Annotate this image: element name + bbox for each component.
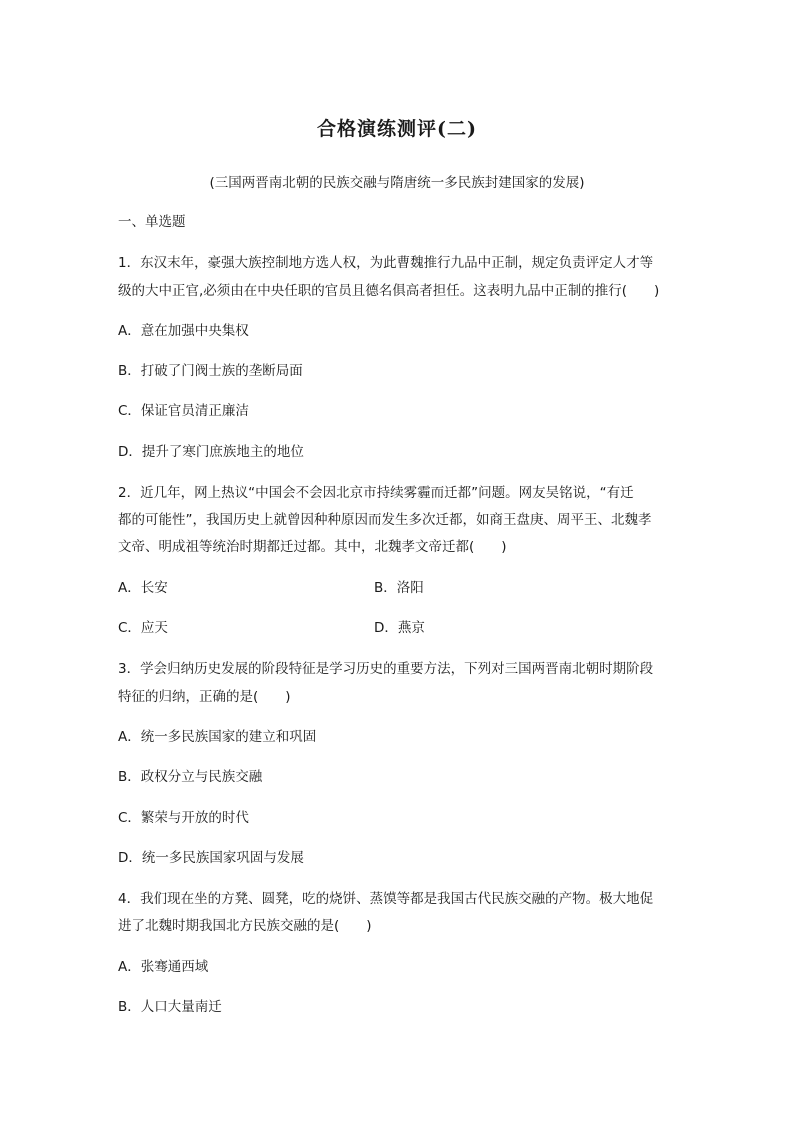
question-1-stem-line-1: 1．东汉末年，豪强大族控制地方选人权，为此曹魏推行九品中正制，规定负责评定人才等	[118, 255, 654, 271]
section-heading: 一、单选题	[118, 214, 186, 230]
question-1-stem-line-2: 级的大中正官,必须由在中央任职的官员且德名俱高者担任。这表明九品中正制的推行( )	[118, 283, 660, 299]
question-3-option-a: A．统一多民族国家的建立和巩固	[118, 729, 317, 745]
question-2-option-b: B．洛阳	[374, 580, 424, 596]
question-1-option-c: C．保证官员清正廉洁	[118, 403, 249, 419]
question-3-option-c: C．繁荣与开放的时代	[118, 810, 249, 826]
question-4-option-b: B．人口大量南迁	[118, 999, 222, 1015]
question-4-stem-line-1: 4．我们现在坐的方凳、圆凳，吃的烧饼、蒸馍等都是我国古代民族交融的产物。极大地促	[118, 891, 654, 907]
question-1-option-a: A．意在加强中央集权	[118, 323, 249, 339]
question-3-stem-line-2: 特征的归纳，正确的是( )	[118, 689, 291, 705]
question-2-option-d: D．燕京	[374, 620, 425, 636]
page-title: 合格演练测评(二)	[317, 118, 477, 140]
question-2-stem-line-1: 2．近几年，网上热议“中国会不会因北京市持续雾霾而迁都”问题。网友吴铭说，“有迁	[118, 485, 634, 501]
question-2-stem-line-3: 文帝、明成祖等统治时期都迁过都。其中，北魏孝文帝迁都( )	[118, 539, 507, 555]
question-3-option-d: D．统一多民族国家巩固与发展	[118, 850, 304, 866]
question-3-option-b: B．政权分立与民族交融	[118, 769, 263, 785]
question-2-stem-line-2: 都的可能性”，我国历史上就曾因种种原因而发生多次迁都，如商王盘庚、周平王、北魏孝	[118, 512, 652, 528]
question-2-option-c: C．应天	[118, 620, 168, 636]
question-1-option-d: D．提升了寒门庶族地主的地位	[118, 444, 304, 460]
question-4-option-a: A．张骞通西域	[118, 959, 209, 975]
question-2-option-a: A．长安	[118, 580, 168, 596]
question-4-stem-line-2: 进了北魏时期我国北方民族交融的是( )	[118, 918, 372, 934]
question-1-option-b: B．打破了门阀士族的垄断局面	[118, 363, 303, 379]
question-3-stem-line-1: 3．学会归纳历史发展的阶段特征是学习历史的重要方法，下列对三国两晋南北朝时期阶段	[118, 661, 654, 677]
page-subtitle: (三国两晋南北朝的民族交融与隋唐统一多民族封建国家的发展)	[209, 175, 585, 191]
